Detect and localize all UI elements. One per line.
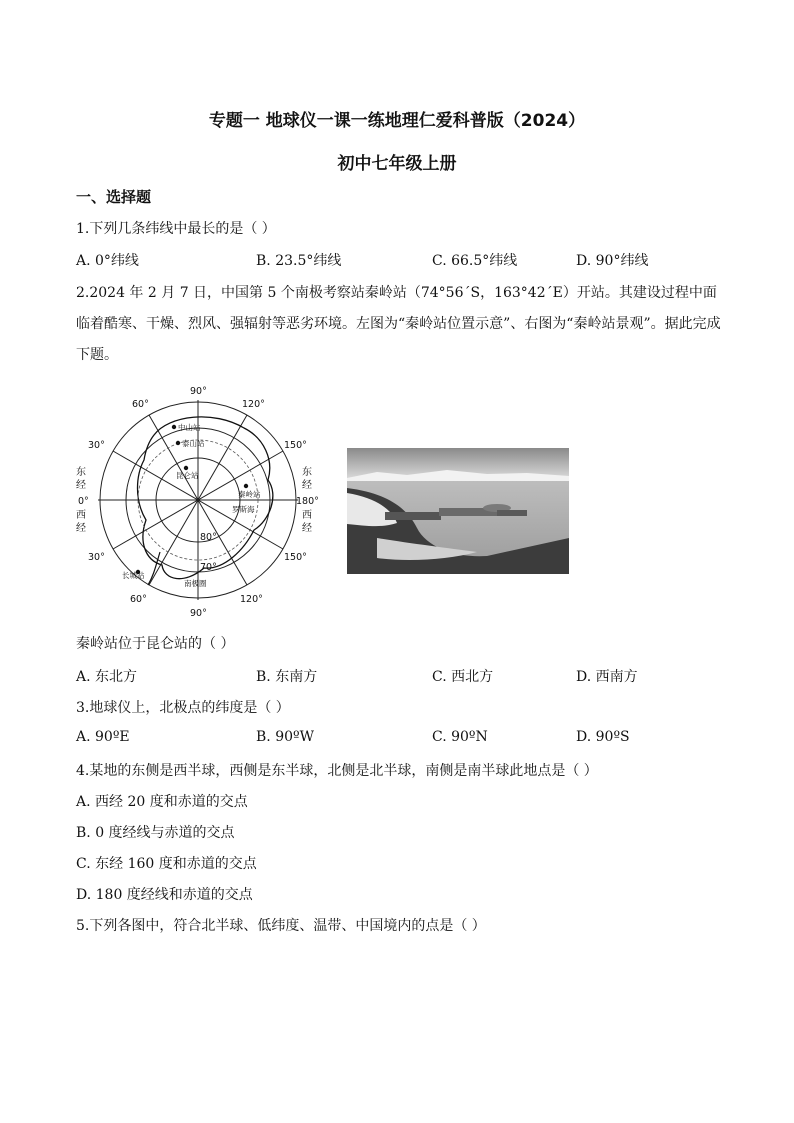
- map-label-60-top: 60°: [132, 399, 149, 410]
- q2-option-d: D. 西南方: [576, 669, 638, 685]
- map-label-180: 180°: [296, 496, 319, 507]
- station-kunlun: 昆仑站: [176, 471, 199, 480]
- station-taishan: 泰山站: [182, 439, 205, 448]
- map-label-west-right-1: 西: [302, 510, 312, 521]
- map-label-east-right-2: 经: [302, 480, 312, 491]
- map-label-west-left-1: 西: [76, 510, 86, 521]
- q4-option-d: D. 180 度经线和赤道的交点: [76, 887, 253, 903]
- map-label-east-left-2: 经: [76, 480, 86, 491]
- place-ross-sea: 罗斯海: [232, 505, 255, 514]
- map-label-150-bottom: 150°: [284, 552, 307, 563]
- q1-option-b: B. 23.5°纬线: [256, 253, 342, 269]
- place-antarctic-circle: 南极圈: [184, 579, 207, 588]
- map-label-80: 80°: [200, 532, 217, 543]
- q2-option-c: C. 西北方: [432, 669, 494, 685]
- q4-option-c: C. 东经 160 度和赤道的交点: [76, 856, 257, 872]
- station-changcheng: 长城站: [122, 571, 145, 580]
- map-label-0: 0°: [78, 496, 89, 507]
- q2-option-b: B. 东南方: [256, 669, 318, 685]
- map-label-top: 90°: [190, 386, 207, 397]
- document-subtitle: 初中七年级上册: [337, 154, 457, 174]
- section-heading: 一、选择题: [76, 188, 152, 206]
- map-label-east-right-1: 东: [302, 467, 312, 478]
- q3-option-b: B. 90ºW: [256, 729, 314, 745]
- q3-option-c: C. 90ºN: [432, 729, 488, 745]
- map-label-bottom: 90°: [190, 608, 207, 619]
- antarctica-location-map: [74, 380, 320, 620]
- question-3-stem: 3.地球仪上，北极点的纬度是（ ）: [76, 700, 290, 716]
- q1-option-d: D. 90°纬线: [576, 253, 649, 269]
- q1-option-a: A. 0°纬线: [76, 253, 139, 269]
- q1-option-c: C. 66.5°纬线: [432, 253, 518, 269]
- q4-option-b: B. 0 度经线与赤道的交点: [76, 825, 235, 841]
- map-label-120-top: 120°: [242, 399, 265, 410]
- station-qinling: 秦岭站: [238, 490, 261, 499]
- map-label-60-bottom: 60°: [130, 594, 147, 605]
- map-label-30-bottom: 30°: [88, 552, 105, 563]
- map-label-120-bottom: 120°: [240, 594, 263, 605]
- map-label-east-left-1: 东: [76, 467, 86, 478]
- q3-option-d: D. 90ºS: [576, 729, 630, 745]
- map-label-west-right-2: 经: [302, 523, 312, 534]
- question-2-stem: 2.2024 年 2 月 7 日，中国第 5 个南极考察站秦岭站（74°56ˊS，163°42ˊE）开站。其建设过程中面临着酷寒、干燥、烈风、强辐射等恶劣环境。左图为“秦岭站位置示意”、右图为“秦岭站景观”。据此完成下题。: [76, 285, 721, 363]
- question-2-sub-stem: 秦岭站位于昆仑站的（ ）: [76, 636, 235, 652]
- question-5-stem: 5.下列各图中，符合北半球、低纬度、温带、中国境内的点是（ ）: [76, 918, 486, 934]
- map-label-70: 70°: [200, 562, 217, 573]
- question-4-stem: 4.某地的东侧是西半球，西侧是东半球，北侧是北半球，南侧是南半球此地点是（ ）: [76, 763, 598, 779]
- q4-option-a: A. 西经 20 度和赤道的交点: [76, 794, 248, 810]
- map-label-30-top: 30°: [88, 440, 105, 451]
- question-1-stem: 1.下列几条纬线中最长的是（ ）: [76, 221, 276, 237]
- q2-option-a: A. 东北方: [76, 669, 138, 685]
- q3-option-a: A. 90ºE: [76, 729, 130, 745]
- map-label-150-top: 150°: [284, 440, 307, 451]
- qinling-station-photo: [347, 448, 569, 574]
- station-zhongshan: 中山站: [178, 423, 201, 432]
- document-title: 专题一 地球仪一课一练地理仁爱科普版（2024）: [208, 111, 586, 131]
- map-label-west-left-2: 经: [76, 523, 86, 534]
